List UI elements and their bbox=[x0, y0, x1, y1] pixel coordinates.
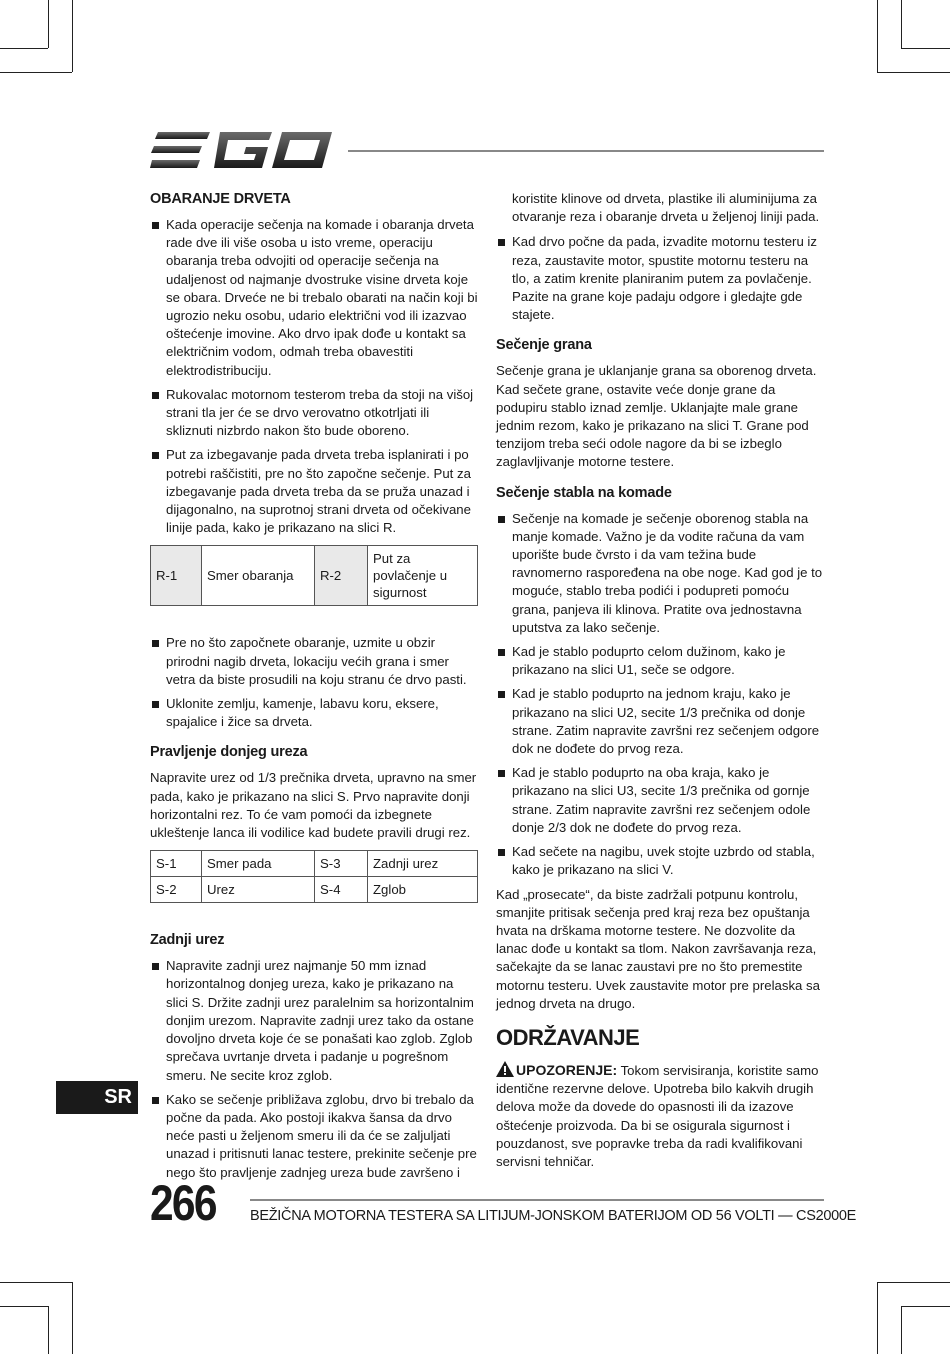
crop-mark bbox=[877, 1282, 950, 1283]
list-item: Kad drvo počne da pada, izvadite motornu testeru iz reza, zaustavite motor, spustite motornu testeru na tlo, a zatim krenite planiranim putem za povlačenje. Pazite na grane koje padaju odgore i gledajte gde stajete. bbox=[496, 233, 824, 324]
limbing-heading: Sečenje grana bbox=[496, 337, 592, 354]
footer-title: BEŽIČNA MOTORNA TESTERA SA LITIJUM-JONSKOM BATERIJOM OD 56 VOLTI — CS2000E bbox=[250, 1208, 857, 1224]
notch-text: Napravite urez od 1/3 prečnika drveta, upravno na smer pada, kako je prikazano na slici S. Prvo napravite donji horizontalni rez. To će vam pomoći da izbegnete ukleštenje lanca ili vodilice kad budete pravili drugi rez. bbox=[150, 770, 477, 841]
table-cell: Urez bbox=[202, 877, 315, 903]
page-number: 266 bbox=[150, 1175, 216, 1231]
crop-mark bbox=[0, 48, 48, 49]
back-cut-heading: Zadnji urez bbox=[150, 932, 225, 949]
left-column bbox=[150, 190, 478, 1188]
continued-text: koristite klinove od drveta, plastike ili aluminijuma za otvaranje reza i obaranje drveta u željenoj liniji pada. bbox=[512, 191, 820, 225]
crop-mark bbox=[901, 1306, 950, 1307]
table-cell: Zadnji urez bbox=[368, 851, 478, 877]
back-cut-list bbox=[150, 957, 478, 1181]
list-item: Napravite zadnji urez najmanje 50 mm iznad horizontalnog donjeg ureza, kako je prikazano na slici S. Držite zadnji urez paralelnim sa horizontalnim donjim urezom. Napravite zadnji urez tako da ostane dovoljno drveta koje će se ponašati kao zglob. Zglob sprečava uvrtanje drveta i padanje u pogrešnom smeru. Ne secite kroz zglob. bbox=[150, 957, 478, 1084]
table-cell: Zglob bbox=[368, 877, 478, 903]
crop-mark bbox=[48, 0, 49, 48]
list-item: Kad je stablo poduprto celom dužinom, kako je prikazano na slici U1, seče se odgore. bbox=[496, 643, 824, 679]
list-item: Pre no što započnete obaranje, uzmite u obzir prirodni nagib drveta, lokaciju većih grana i smer vetra da biste prosudili na koju stranu će drvo pasti. bbox=[150, 634, 478, 689]
crop-mark bbox=[48, 1306, 49, 1354]
crop-mark bbox=[901, 1306, 902, 1354]
right-column bbox=[496, 190, 824, 1178]
felling-list-2 bbox=[150, 634, 478, 731]
table-cell: R-1 bbox=[151, 546, 202, 606]
crop-mark bbox=[72, 0, 73, 72]
list-item: Kada operacije sečenja na komade i obaranja drveta rade dve ili više osoba u isto vreme, operaciju obaranja treba odvojiti od operacije sečenja na udaljenost od najmanje dvostruke visine drveta koje se obara. Drveće ne bi trebalo obarati na način koji bi ugrozio neku osobu, udario električni vod ili izazvao oštećenje imovine. Ako drvo ipak dođe u kontakt sa električnim vodom, odmah treba obavestiti elektrodistribuciju. bbox=[150, 216, 478, 380]
table-cell: S-3 bbox=[315, 851, 368, 877]
felling-list bbox=[150, 216, 478, 537]
bucking-text: Kad „prosecate“, da biste zadržali potpunu kontrolu, smanjite pritisak sečenja pred kraj reza bez opuštanja hvata na drškama motorne testere. Ne dozvolite da lanac dođe u kontakt sa tlom. Nakon završavanja reza, sačekajte da se lanac zaustavi pre no što premestite motornu testeru. Uvek zaustavite motor pre prelaska sa jednog drveta na drugo. bbox=[496, 886, 820, 1011]
table-cell: R-2 bbox=[315, 546, 368, 606]
list-item: Sečenje na komade je sečenje oborenog stabla na manje komade. Važno je da vodite računa da vam uporište bude čvrsto i da vam težina bude ravnomerno raspoređena na obe noge. Kad god je to moguće, stablo treba podići i poduprеti pomoću grana, panjeva ili klinova. Pratite ova jednostavna uputstva za lako sečenje. bbox=[496, 510, 824, 637]
felling-heading: OBARANJE DRVETA bbox=[150, 191, 291, 207]
list-item: Kako se sečenje približava zglobu, drvo bi trebalo da počne da pada. Ako postoji ikakva šansa da drvo neće pasti u željenom smeru ili da će se zaljuljati unazad i pritisnuti lanac testere, prekinite sečenje pre nego što pravljenje zadnjeg ureza bude završeno i bbox=[150, 1091, 478, 1182]
crop-mark bbox=[877, 1282, 878, 1354]
crop-mark bbox=[877, 0, 878, 72]
table-row bbox=[151, 877, 478, 903]
crop-mark bbox=[0, 1282, 72, 1283]
crop-mark bbox=[0, 72, 72, 73]
warning-paragraph bbox=[496, 1061, 824, 1171]
table-cell: Smer obaranja bbox=[202, 546, 315, 606]
table-cell: Smer pada bbox=[202, 851, 315, 877]
warning-label: UPOZORENJE: bbox=[516, 1061, 618, 1078]
continued-list bbox=[496, 233, 824, 324]
header-rule bbox=[348, 150, 824, 152]
list-item: Uklonite zemlju, kamenje, labavu koru, eksere, spajalice i žice sa drveta. bbox=[150, 695, 478, 731]
legend-table-s bbox=[150, 850, 478, 903]
ego-logo bbox=[150, 130, 332, 170]
warning-icon bbox=[496, 1061, 514, 1077]
legend-table-r bbox=[150, 545, 478, 606]
list-item: Put za izbegavanje pada drveta treba isplanirati i po potrebi raščistiti, pre no što započne sečenje. Put za izbegavanje pada drveta treba da se pruža unazad i dijagonalno, na suprotnoj strani drveta od očekivane linije pada, kako je prikazano na slici R. bbox=[150, 446, 478, 537]
notch-heading: Pravljenje donjeg ureza bbox=[150, 744, 308, 761]
table-cell: S-4 bbox=[315, 877, 368, 903]
table-cell: S-1 bbox=[151, 851, 202, 877]
table-row bbox=[151, 851, 478, 877]
crop-mark bbox=[901, 48, 950, 49]
limbing-text: Sečenje grana je uklanjanje grana sa oborenog drveta. Kad sečete grane, ostavite veće donje grane da podupiru stablo iznad zemlje. Uklanjajte male grane jednim rezom, kako je prikazano na slici T. Grane pod tenzijom treba seći odole nagore da bi se izbeglo zaglavljivanje motorne testere. bbox=[496, 363, 817, 470]
table-cell: Put za povlačenje u sigurnost bbox=[368, 546, 478, 606]
list-item: Kad sečete na nagibu, uvek stojte uzbrdo od stabla, kako je prikazano na slici V. bbox=[496, 843, 824, 879]
table-cell: S-2 bbox=[151, 877, 202, 903]
footer-rule bbox=[250, 1199, 824, 1201]
language-tab: SR bbox=[56, 1081, 138, 1114]
list-item: Kad je stablo poduprto na oba kraja, kako je prikazano na slici U3, secite 1/3 prečnika od gornje strane. Zatim napravite završni rez sečenjem odole donje 2/3 dok ne dođete do prvog reza. bbox=[496, 764, 824, 837]
maintenance-heading: ODRŽAVANJE bbox=[496, 1024, 640, 1050]
crop-mark bbox=[72, 1282, 73, 1354]
list-item: Rukovalac motornom testerom treba da stoji na višoj strani tla jer će se drvo verovatno otkotrljati ili skliznuti nizbrdo nakon što bude oboreno. bbox=[150, 386, 478, 441]
table-row bbox=[151, 546, 478, 606]
crop-mark bbox=[877, 72, 950, 73]
list-item: Kad je stablo poduprto na jednom kraju, kako je prikazano na slici U2, secite 1/3 prečnika od donje strane. Zatim napravite završni rez sečenjem odgore dok ne dođete do prvog reza. bbox=[496, 685, 824, 758]
warning-text: Tokom servisiranja, koristite samo identične rezervne delove. Upotreba bilo kakvih drugih delova može da dovede do opasnosti ili da izazove oštećenje proizvoda. Da bi se osigurala sigurnost i pouzdanost, sve popravke treba da radi kvalifikovani servisni tehničar. bbox=[496, 1062, 819, 1169]
crop-mark bbox=[0, 1306, 48, 1307]
bucking-list bbox=[496, 510, 824, 880]
bucking-heading: Sečenje stabla na komade bbox=[496, 484, 672, 501]
crop-mark bbox=[901, 0, 902, 48]
